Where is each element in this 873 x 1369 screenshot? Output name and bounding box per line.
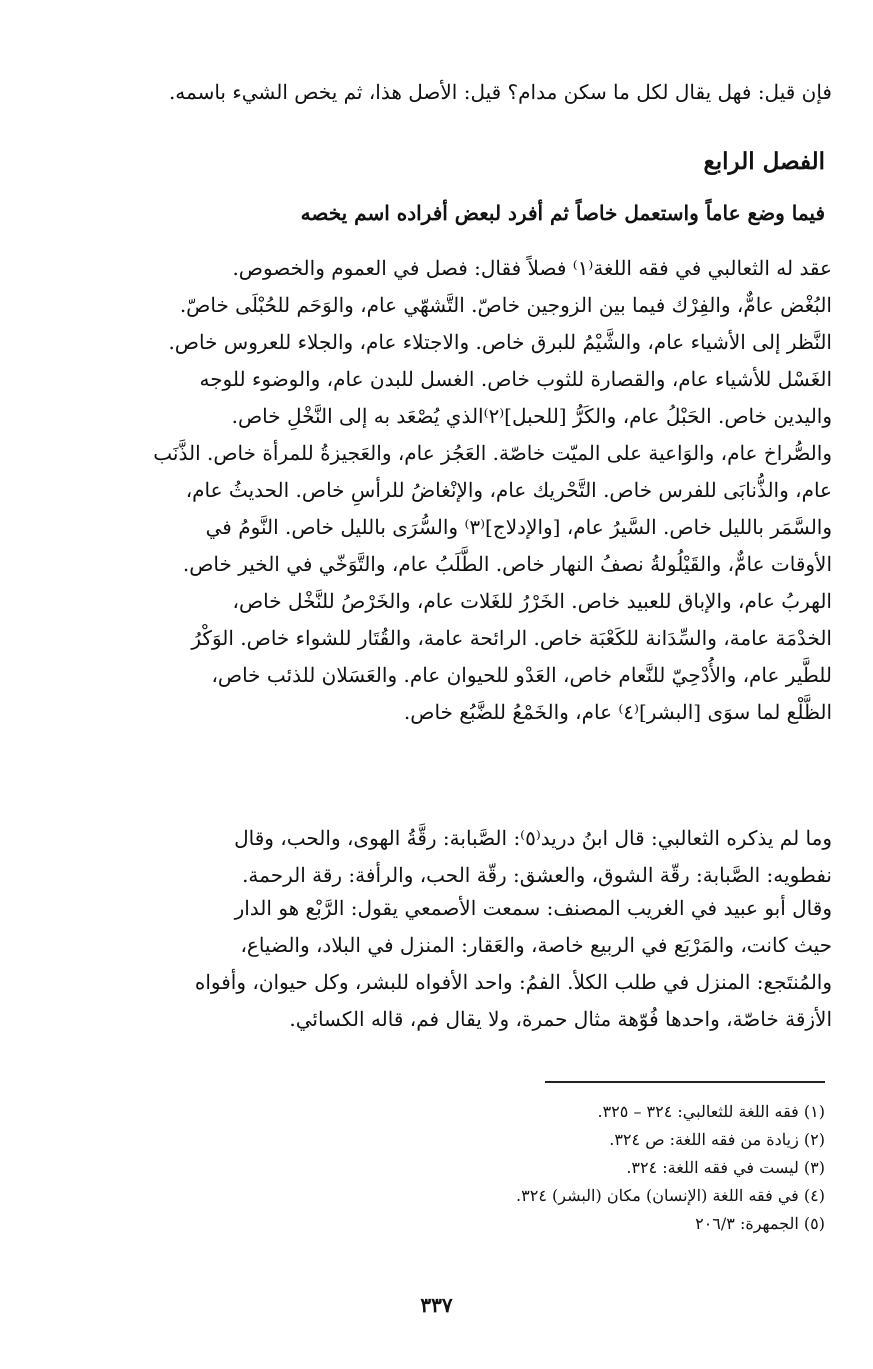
text-line: وما لم يذكره الثعالبي: قال ابنُ دريد⁽٥⁾: الصَّبابة: رقَّةُ الهوى، والحب، وقال [234, 826, 832, 850]
footnotes [325, 1098, 825, 1238]
text-line: الأزقة خاصّة، واحدها فُوّهة مثال حمرة، ولا يقال فم، قاله الكسائي. [289, 1007, 832, 1031]
paragraph-ibn-durayd [62, 820, 832, 894]
footnote: (١) فقه اللغة للثعالبي: ٣٢٤ – ٣٢٥. [597, 1102, 825, 1121]
paragraph-general-specific [62, 250, 832, 731]
intro-paragraph [62, 74, 832, 111]
text-line: الهربُ عام، والإباق للعبيد خاص. الخَرْرُ للغَلات عام، والخَرْصُ للنَّخْل خاص، [232, 589, 832, 613]
text-line: واليدين خاص. الحَبْلُ عام، والكَرُّ [للحبل]⁽٢⁾الذي يُصْعَد به إلى النَّخْلِ خاص. [231, 404, 832, 428]
footnote: (٤) في فقه اللغة (الإنسان) مكان (البشر) ٣٢٤. [516, 1186, 825, 1205]
text-line: للطَّير عام، والأُدْحِيّ للنَّعام خاص، العَدْو للحيوان عام. والعَسَلان للذئب خاص، [211, 663, 832, 687]
text-line: النَّظر إلى الأشياء عام، والشَّيْمُ للبرق خاص. والاجتلاء عام، والجلاء للعروس خاص. [168, 330, 832, 354]
text-line: الغَسْل للأشياء عام، والقصارة للثوب خاص. الغسل للبدن عام، والوضوء للوجه [199, 367, 832, 391]
text-line: عام، والذُّنابَى للفرس خاص. التَّحْريك عام، والإنْغاضُ للرأسِ خاص. الحديثُ عام، [185, 478, 832, 502]
text-line: حيث كانت، والمَرْبَع في الربيع خاصة، والعَقار: المنزل في البلاد، والضياع، [240, 933, 832, 957]
footnote: (٣) ليست في فقه اللغة: ٣٢٤. [626, 1158, 825, 1177]
text-line: الظَّلْع لما سوَى [البشر]⁽٤⁾ عام، والخَمْعُ للضَّبُع خاص. [403, 700, 832, 724]
text-line: والسَّمَر بالليل خاص. السَّيرُ عام، [والإدلاج]⁽٣⁾ والسُّرَى بالليل خاص. النَّومُ في [205, 515, 832, 539]
page-number: ٣٣٧ [420, 1293, 453, 1317]
text-line: والصُّراخ عام، والوَاعية على الميّت خاصّة. العَجُز عام، والعَجيزةُ للمرأة خاص. الذَّنَب [153, 441, 832, 465]
footnote: (٢) زيادة من فقه اللغة: ص ٣٢٤. [609, 1130, 825, 1149]
text-line: وقال أبو عبيد في الغريب المصنف: سمعت الأصمعي يقول: الرَّبْع هو الدار [234, 896, 832, 920]
chapter-title: الفصل الرابع [703, 148, 825, 175]
paragraph-abu-ubayd [62, 890, 832, 1038]
text-line: نفطويه: الصَّبابة: رقّة الشوق، والعشق: رقّة الحب، والرأفة: رقة الرحمة. [242, 863, 832, 887]
text-line: فإن قيل: فهل يقال لكل ما سكن مدام؟ قيل: الأصل هذا، ثم يخص الشيء باسمه. [168, 80, 832, 104]
text-line: الخدْمَة عامة، والسِّدَانة للكَعْبَة خاص. الرائحة عامة، والقُتَار للشواء خاص. الوَكْرُ [191, 626, 832, 650]
footnote-divider [545, 1081, 825, 1083]
text-line: الأوقات عامٌّ، والقَيْلُولةُ نصفُ النهار خاص. الطَّلَبُ عام، والتَّوَخّي في الخير خاص. [182, 552, 832, 576]
text-line: عقد له الثعالبي في فقه اللغة⁽١⁾ فصلاً فقال: فصل في العموم والخصوص. [232, 256, 832, 280]
chapter-subtitle: فيما وضع عاماً واستعمل خاصاً ثم أفرد لبعض أفراده اسم يخصه [300, 201, 825, 225]
footnote: (٥) الجمهرة: ٢٠٦/٣ [695, 1214, 825, 1233]
text-line: والمُنتَجع: المنزل في طلب الكلأ. الفمُ: واحد الأفواه للبشر، وكل حيوان، وأفواه [194, 970, 832, 994]
text-line: البُغْض عامٌّ، والفِرْك فيما بين الزوجين خاصّ. التَّشهّي عام، والوَحَم للحُبْلَى خاصّ. [179, 293, 832, 317]
